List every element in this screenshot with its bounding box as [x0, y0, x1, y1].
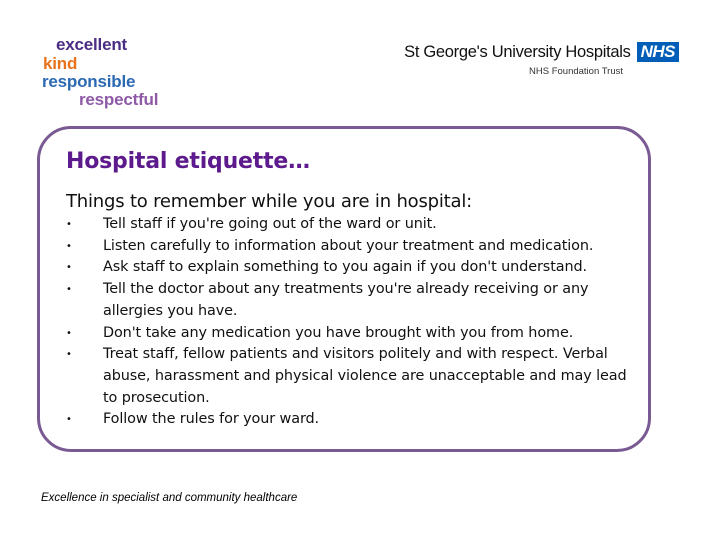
values-wordmark [42, 36, 158, 109]
value-responsible: responsible [42, 72, 136, 91]
list-item [66, 409, 636, 431]
list-item [66, 214, 636, 236]
list-item-text: Tell the doctor about any treatments you're already receiving or any allergies you have. [103, 281, 589, 319]
value-kind: kind [43, 54, 78, 73]
bullet: • [66, 219, 72, 230]
nhs-logo: NHS [637, 42, 679, 62]
slide-intro: Things to remember while you are in hospital: [66, 191, 473, 212]
value-excellent: excellent [56, 35, 127, 54]
list-item-text: Tell staff if you're going out of the ward or unit. [103, 216, 437, 232]
slide-title: Hospital etiquette… [66, 149, 310, 174]
trust-name: St George's University Hospitals [404, 42, 631, 61]
list-item-text: Follow the rules for your ward. [103, 411, 320, 428]
footer-tagline: Excellence in specialist and community healthcare [41, 492, 298, 504]
list-item [66, 323, 636, 345]
list-item-text: Treat staff, fellow patients and visitors politely and with respect. Verbal abuse, harassment and physical violence are unacceptable and may lead to prosecution. [103, 346, 627, 406]
bullet: • [66, 284, 72, 296]
list-item [66, 279, 636, 322]
foundation-trust-label: NHS Foundation Trust [529, 66, 623, 77]
list-item-text: Listen carefully to information about your treatment and medication. [103, 237, 594, 254]
list-item [66, 236, 636, 258]
etiquette-list [66, 214, 636, 431]
list-item [66, 257, 636, 279]
list-item [66, 344, 636, 409]
bullet: • [66, 349, 72, 361]
list-item-text: Don't take any medication you have brought with you from home. [103, 324, 574, 341]
value-respectful: respectful [79, 90, 159, 109]
list-item-text: Ask staff to explain something to you again if you don't understand. [103, 259, 587, 276]
trust-logo-row [404, 42, 679, 62]
bullet: • [66, 240, 72, 252]
bullet: • [66, 414, 72, 426]
bullet: • [66, 327, 72, 339]
trust-branding [404, 42, 679, 77]
bullet: • [66, 262, 72, 274]
